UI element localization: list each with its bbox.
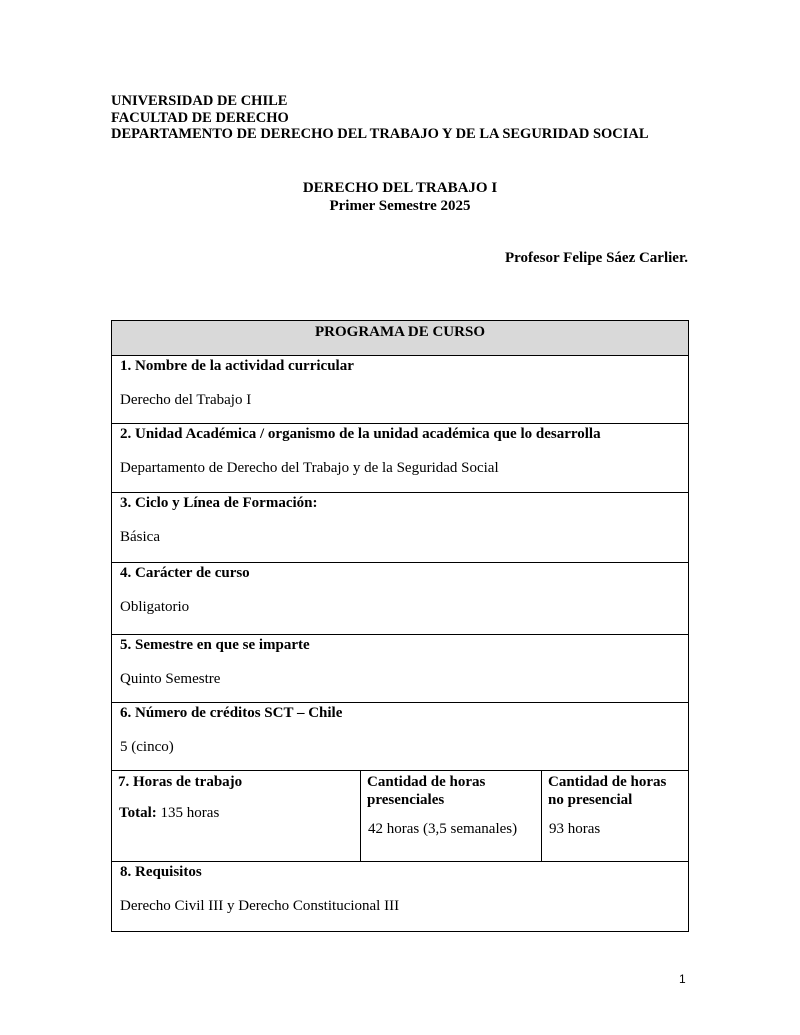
professor-name: Profesor Felipe Sáez Carlier.	[504, 250, 688, 266]
no-presencial-label: Cantidad de horas no presencial	[548, 774, 667, 808]
faculty-name: FACULTAD DE DERECHO	[111, 109, 289, 126]
table-row	[112, 423, 688, 492]
table-row	[112, 492, 688, 562]
total-value: 135 horas	[156, 805, 220, 821]
table-row	[112, 702, 688, 770]
row-value: Derecho Civil III y Derecho Constitucional III	[120, 898, 400, 914]
row-label: 6. Número de créditos SCT – Chile	[120, 705, 343, 721]
program-table-heading: PROGRAMA DE CURSO	[112, 321, 688, 355]
program-table	[111, 320, 689, 932]
table-row	[112, 562, 688, 634]
university-name: UNIVERSIDAD DE CHILE	[111, 93, 288, 109]
course-title: DERECHO DEL TRABAJO I	[302, 180, 498, 196]
row-value: Obligatorio	[120, 599, 190, 615]
row-label: 3. Ciclo y Línea de Formación:	[120, 495, 318, 511]
total-label: Total:	[119, 805, 157, 821]
course-title-block	[0, 180, 800, 215]
hours-presencial-cell	[361, 771, 542, 861]
hours-label: 7. Horas de trabajo	[118, 774, 243, 790]
department-name: DEPARTAMENTO DE DERECHO DEL TRABAJO Y DE LA SEGURIDAD SOCIAL	[111, 126, 649, 142]
institution-header	[111, 93, 649, 143]
row-value: Derecho del Trabajo I	[120, 392, 252, 408]
hours-no-presencial-cell	[542, 771, 688, 861]
row-label: 4. Carácter de curso	[120, 565, 250, 581]
row-label: 2. Unidad Académica / organismo de la unidad académica que lo desarrolla	[120, 426, 601, 442]
presencial-value: 42 horas (3,5 semanales)	[368, 821, 518, 837]
table-row	[112, 355, 688, 423]
row-value: Departamento de Derecho del Trabajo y de la Seguridad Social	[120, 460, 499, 476]
hours-total	[119, 805, 219, 822]
row-label: 1. Nombre de la actividad curricular	[120, 358, 354, 374]
presencial-label: Cantidad de horas presenciales	[367, 774, 486, 808]
table-row	[112, 634, 688, 702]
page-number: 1	[679, 972, 686, 986]
row-label: 8. Requisitos	[120, 864, 202, 880]
row-label: 5. Semestre en que se imparte	[120, 637, 310, 653]
no-presencial-value: 93 horas	[549, 821, 601, 837]
hours-row	[112, 770, 688, 861]
row-value: Quinto Semestre	[120, 671, 221, 687]
row-value: 5 (cinco)	[120, 739, 174, 755]
hours-total-cell	[112, 771, 361, 861]
course-semester: Primer Semestre 2025	[329, 197, 471, 214]
table-row	[112, 861, 688, 931]
row-value: Básica	[120, 529, 160, 545]
